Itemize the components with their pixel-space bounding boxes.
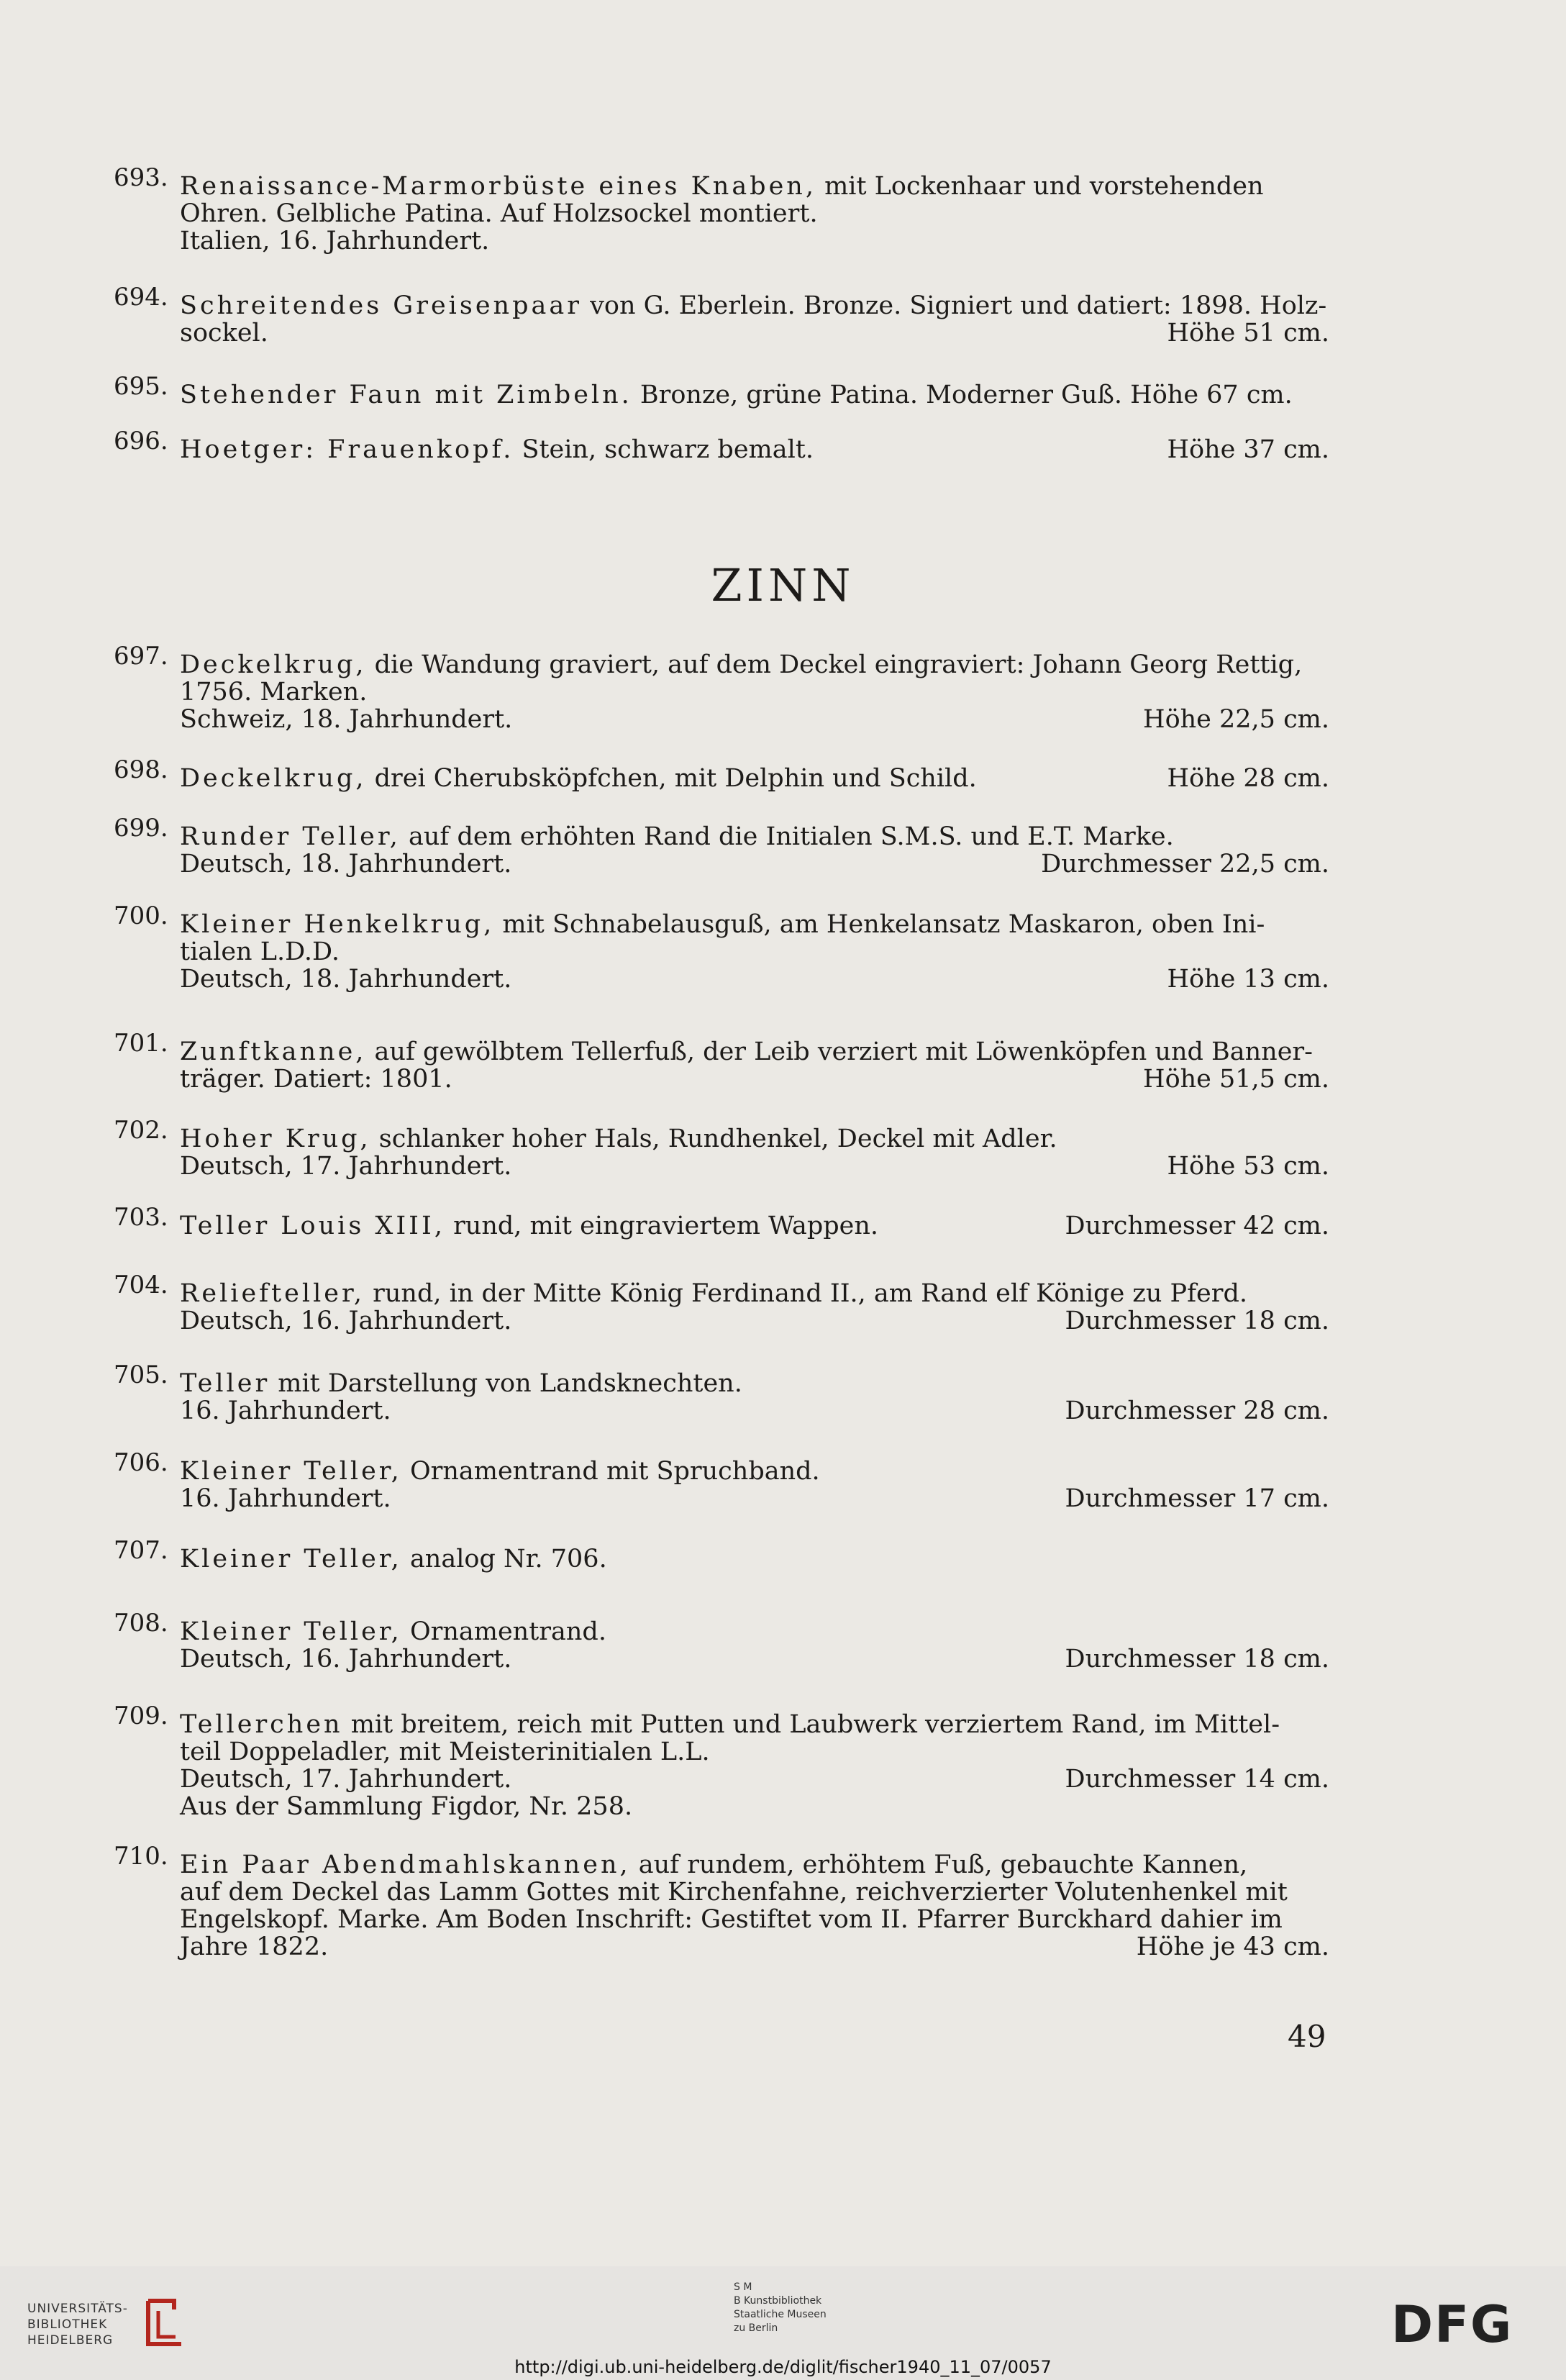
entry-number: 708. <box>114 1609 168 1638</box>
entry-text: Deutsch, 18. Jahrhundert. <box>180 850 512 878</box>
entry-body <box>180 436 1329 463</box>
entry-line <box>180 706 1329 733</box>
entry-description: auf rundem, erhöhtem Fuß, gebauchte Kannen, <box>630 1850 1248 1879</box>
entry-text: Aus der Sammlung Figdor, Nr. 258. <box>180 1792 633 1821</box>
entry-text: Deutsch, 17. Jahrhundert. <box>180 1152 512 1181</box>
logo-line: Staatliche Museen <box>734 2309 827 2320</box>
page-number: 49 <box>1288 2019 1326 2054</box>
entry-measurement: Durchmesser 42 cm. <box>1065 1212 1329 1240</box>
entry-title: Schreitendes Greisenpaar <box>180 291 582 320</box>
entry-description: Ornamentrand mit Spruchband. <box>401 1457 820 1486</box>
entry-measurement: Höhe 51 cm. <box>1167 319 1329 348</box>
entry-description: Bronze, grüne Patina. Moderner Guß. Höhe 67 cm. <box>632 381 1293 409</box>
entry-number: 710. <box>114 1842 168 1871</box>
entry-description: rund, in der Mitte König Ferdinand II., am Rand elf Könige zu Pferd. <box>365 1279 1248 1308</box>
catalog-entry <box>114 1116 1329 1181</box>
entry-line <box>180 227 1329 255</box>
entry-title: Deckelkrug, <box>180 764 367 793</box>
entry-description: mit breitem, reich mit Putten und Laubwerk verziertem Rand, im Mittel- <box>342 1710 1280 1739</box>
entry-first-line <box>180 1370 1329 1397</box>
entry-text: Deutsch, 16. Jahrhundert. <box>180 1307 512 1335</box>
entry-measurement: Höhe 28 cm. <box>1167 764 1329 793</box>
entry-number: 694. <box>114 283 168 312</box>
entry-text: sockel. <box>180 319 268 348</box>
entry-text: träger. Datiert: 1801. <box>180 1065 452 1094</box>
entry-number: 693. <box>114 163 168 192</box>
catalog-entry <box>114 1536 1329 1573</box>
entry-line <box>180 850 1329 878</box>
entry-first-line <box>180 1212 1329 1240</box>
section-title: ZINN <box>711 559 855 612</box>
entry-line <box>180 319 1329 347</box>
entry-title: Tellerchen <box>180 1710 343 1739</box>
entry-number: 703. <box>114 1203 168 1232</box>
entry-description: mit Darstellung von Landsknechten. <box>270 1369 742 1398</box>
entry-title: Hoher Krug, <box>180 1125 371 1153</box>
entry-number: 696. <box>114 427 168 455</box>
entry-description: auf gewölbtem Tellerfuß, der Leib verziert mit Löwenköpfen und Banner- <box>366 1037 1313 1066</box>
entry-first-line <box>180 765 1329 792</box>
entry-description: auf dem erhöhten Rand die Initialen S.M.S. und E.T. Marke. <box>400 822 1174 851</box>
entry-number: 699. <box>114 814 168 842</box>
entry-measurement: Höhe 53 cm. <box>1167 1152 1329 1181</box>
entry-measurement: Höhe 22,5 cm. <box>1143 705 1329 734</box>
kunstbibliothek-logo <box>734 2281 827 2335</box>
entry-line <box>180 1397 1329 1425</box>
entry-measurement: Durchmesser 18 cm. <box>1065 1307 1329 1335</box>
logo-line: B Kunstbibliothek <box>734 2295 822 2307</box>
catalog-entry <box>114 1702 1329 1821</box>
catalog-entry <box>114 1203 1329 1240</box>
entry-text: Deutsch, 18. Jahrhundert. <box>180 965 512 994</box>
entry-number: 698. <box>114 755 168 784</box>
entry-text: Ohren. Gelbliche Patina. Auf Holzsockel montiert. <box>180 199 818 228</box>
entry-measurement: Durchmesser 28 cm. <box>1065 1396 1329 1425</box>
entry-line <box>180 1485 1329 1512</box>
entry-description: Ornamentrand. <box>401 1617 606 1646</box>
university-library-logo <box>27 2301 128 2348</box>
entry-number: 702. <box>114 1116 168 1145</box>
entry-number: 700. <box>114 901 168 930</box>
entry-body <box>180 1125 1329 1180</box>
entry-number: 709. <box>114 1702 168 1730</box>
entry-description: drei Cherubsköpfchen, mit Delphin und Schild. <box>366 764 977 793</box>
entry-first-line <box>180 381 1329 409</box>
entry-first-line <box>180 292 1329 319</box>
entry-number: 695. <box>114 372 168 401</box>
entry-text: Deutsch, 16. Jahrhundert. <box>180 1645 512 1673</box>
entry-body <box>180 1370 1329 1425</box>
entry-title: Reliefteller, <box>180 1279 365 1308</box>
entry-line <box>180 1645 1329 1673</box>
entry-title: Teller Louis XIII, <box>180 1212 445 1240</box>
entry-number: 697. <box>114 642 168 671</box>
entry-body <box>180 1711 1329 1820</box>
entry-number: 707. <box>114 1536 168 1565</box>
entry-line <box>180 1307 1329 1335</box>
entry-line <box>180 1153 1329 1180</box>
entry-line <box>180 1879 1329 1906</box>
entry-body <box>180 765 1329 792</box>
entry-text: Schweiz, 18. Jahrhundert. <box>180 705 513 734</box>
entry-first-line <box>180 1458 1329 1485</box>
entry-title: Runder Teller, <box>180 822 401 851</box>
entry-text: Jahre 1822. <box>180 1932 329 1961</box>
catalog-entry <box>114 901 1329 994</box>
entry-body <box>180 1851 1329 1961</box>
entry-line <box>180 1933 1329 1961</box>
logo-line: zu Berlin <box>734 2322 778 2334</box>
entry-first-line <box>180 436 1329 463</box>
catalog-entry <box>114 1842 1329 1961</box>
catalog-entry <box>114 1448 1329 1513</box>
entry-text: 1756. Marken. <box>180 678 368 707</box>
logo-line: UNIVERSITÄTS- <box>27 2302 128 2316</box>
entry-measurement: Durchmesser 18 cm. <box>1065 1645 1329 1673</box>
entry-title: Deckelkrug, <box>180 650 367 679</box>
entry-title: Teller <box>180 1369 270 1398</box>
entry-body <box>180 823 1329 878</box>
entry-first-line <box>180 911 1329 938</box>
entry-first-line <box>180 1038 1329 1066</box>
logo-line: S M <box>734 2281 752 2293</box>
entry-body <box>180 173 1329 255</box>
entry-title: Kleiner Teller, <box>180 1457 402 1486</box>
dfg-logo: DFG <box>1391 2295 1513 2354</box>
entry-body <box>180 1618 1329 1673</box>
entry-line <box>180 678 1329 706</box>
catalog-entry <box>114 755 1329 793</box>
entry-description: schlanker hoher Hals, Rundhenkel, Deckel mit Adler. <box>370 1125 1057 1153</box>
entry-number: 706. <box>114 1448 168 1477</box>
entry-title: Kleiner Teller, <box>180 1617 402 1646</box>
entry-line <box>180 966 1329 993</box>
entry-text: 16. Jahrhundert. <box>180 1484 391 1513</box>
logo-line: HEIDELBERG <box>27 2333 114 2348</box>
entry-number: 701. <box>114 1029 168 1058</box>
entry-body <box>180 1458 1329 1512</box>
entry-description: analog Nr. 706. <box>401 1545 607 1573</box>
entry-measurement: Höhe 37 cm. <box>1167 435 1329 464</box>
entry-title: Kleiner Teller, <box>180 1545 402 1573</box>
catalog-entry <box>114 814 1329 878</box>
source-url-link[interactable]: http://digi.ub.uni-heidelberg.de/diglit/fischer1940_11_07/0057 <box>514 2357 1052 2377</box>
entry-text: Italien, 16. Jahrhundert. <box>180 227 490 255</box>
entry-title: Ein Paar Abendmahlskannen, <box>180 1850 631 1879</box>
entry-first-line <box>180 1280 1329 1307</box>
entry-measurement: Höhe je 43 cm. <box>1136 1932 1329 1961</box>
viewer-footer <box>0 2266 1566 2380</box>
entry-measurement: Höhe 13 cm. <box>1167 965 1329 994</box>
entry-body <box>180 651 1329 733</box>
entry-title: Stehender Faun mit Zimbeln. <box>180 381 632 409</box>
entry-title: Kleiner Henkelkrug, <box>180 910 495 939</box>
catalog-entry <box>114 642 1329 734</box>
entry-body <box>180 1212 1329 1240</box>
entry-line <box>180 1793 1329 1820</box>
entry-text: tialen L.D.D. <box>180 937 340 966</box>
entry-text: teil Doppeladler, mit Meisterinitialen L.L. <box>180 1738 710 1766</box>
logo-line: BIBLIOTHEK <box>27 2317 108 2332</box>
entry-measurement: Durchmesser 17 cm. <box>1065 1484 1329 1513</box>
entry-text: Engelskopf. Marke. Am Boden Inschrift: Gestiftet vom II. Pfarrer Burckhard dahier im <box>180 1905 1283 1934</box>
entry-first-line <box>180 1545 1329 1573</box>
catalog-entry <box>114 427 1329 464</box>
entry-body <box>180 381 1329 409</box>
entry-first-line <box>180 1125 1329 1153</box>
entry-description: die Wandung graviert, auf dem Deckel eingraviert: Johann Georg Rettig, <box>366 650 1303 679</box>
entry-text: auf dem Deckel das Lamm Gottes mit Kirchenfahne, reichverzierter Volutenhenkel mit <box>180 1878 1288 1907</box>
catalog-entry <box>114 163 1329 255</box>
catalog-entry <box>114 283 1329 348</box>
entry-body <box>180 1038 1329 1093</box>
entry-text: 16. Jahrhundert. <box>180 1396 391 1425</box>
entry-description: mit Schnabelausguß, am Henkelansatz Maskaron, oben Ini- <box>494 910 1265 939</box>
entry-line <box>180 1738 1329 1766</box>
entry-measurement: Durchmesser 22,5 cm. <box>1041 850 1329 878</box>
catalog-entry <box>114 1029 1329 1094</box>
entry-title: Renaissance-Marmorbüste eines Knaben, <box>180 172 816 201</box>
entry-line <box>180 938 1329 966</box>
library-emblem-icon <box>142 2297 186 2351</box>
entry-description: mit Lockenhaar und vorstehenden <box>816 172 1264 201</box>
entry-first-line <box>180 1851 1329 1879</box>
entry-title: Zunftkanne, <box>180 1037 367 1066</box>
entry-line <box>180 1066 1329 1093</box>
entry-body <box>180 292 1329 347</box>
entry-body <box>180 1280 1329 1335</box>
entry-first-line <box>180 823 1329 850</box>
catalog-entry <box>114 372 1329 409</box>
entry-first-line <box>180 1711 1329 1738</box>
entry-first-line <box>180 651 1329 678</box>
entry-description: von G. Eberlein. Bronze. Signiert und datiert: 1898. Holz- <box>581 291 1327 320</box>
entry-first-line <box>180 1618 1329 1645</box>
entry-body <box>180 911 1329 993</box>
entry-body <box>180 1545 1329 1573</box>
entry-number: 705. <box>114 1361 168 1389</box>
entry-measurement: Höhe 51,5 cm. <box>1143 1065 1329 1094</box>
catalog-entry <box>114 1361 1329 1425</box>
entry-description: rund, mit eingraviertem Wappen. <box>445 1212 879 1240</box>
entry-line <box>180 200 1329 227</box>
entry-first-line <box>180 173 1329 200</box>
entry-measurement: Durchmesser 14 cm. <box>1065 1765 1329 1794</box>
catalog-entry <box>114 1609 1329 1673</box>
catalog-entry <box>114 1271 1329 1335</box>
entry-number: 704. <box>114 1271 168 1299</box>
entry-text: Deutsch, 17. Jahrhundert. <box>180 1765 512 1794</box>
entry-description: Stein, schwarz bemalt. <box>514 435 814 464</box>
entry-title: Hoetger: Frauenkopf. <box>180 435 514 464</box>
entry-line <box>180 1906 1329 1933</box>
entry-line <box>180 1766 1329 1793</box>
